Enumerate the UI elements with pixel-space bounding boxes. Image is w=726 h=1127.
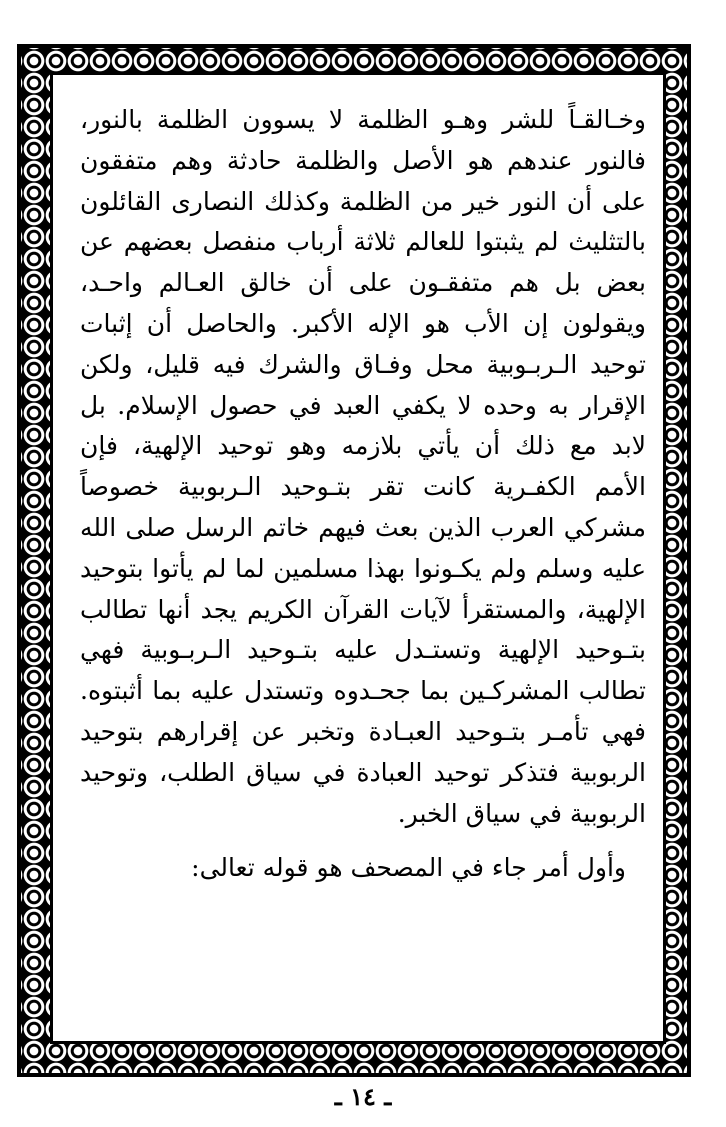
closing-line: وأول أمر جاء في المصحف هو قوله تعالى: (191, 853, 626, 883)
page-body (80, 100, 646, 1030)
text-line: الربوبية في سياق الخبر. (397, 798, 646, 828)
text-line: الإقرار به وحده لا يكفي العبد في حصول الإسلام. بل (80, 390, 646, 420)
text-line: لابد مع ذلك أن يأتي بلازمه وهو توحيد الإلهية، فإن (80, 431, 646, 461)
text-line: الربوبية فتذكر توحيد العبادة في سياق الطلب، وتوحيد (80, 757, 646, 787)
text-line: الإلهية، والمستقرأ لآيات القرآن الكريم يجد أنها تطالب (80, 594, 646, 624)
text-line: توحيد الـربـوبية محل وفـاق والشرك فيه قليل، ولكن (80, 349, 646, 379)
text-line: فهي تأمـر بتـوحيد العبـادة وتخبر عن إقرارهم بتوحيد (80, 716, 646, 746)
text-line: الأمم الكفـرية كانت تقر بتـوحيد الـربوبية خصوصاً (80, 472, 646, 502)
text-line: عليه وسلم ولم يكـونوا بهذا مسلمين لما لم يأتوا بتوحيد (80, 553, 646, 583)
text-line: فالنور عندهم هو الأصل والظلمة حادثة وهم متفقون (80, 145, 646, 175)
text-line: بتـوحيد الإلهية وتستـدل عليه بتـوحيد الـربـوبية فهي (80, 635, 646, 665)
page-number: ـ ١٤ ـ (334, 1082, 392, 1111)
text-line: ويقولون إن الأب هو الإله الأكبر. والحاصل أن إثبات (80, 308, 646, 338)
text-line: تطالب المشركـين بما جحـدوه وتستدل عليه بما أثبتوه. (80, 676, 646, 706)
text-line: بالتثليث لم يثبتوا للعالم ثلاثة أرباب منفصل بعضهم عن (80, 227, 646, 257)
text-line: وخـالقـاً للشر وهـو الظلمة لا يسوون الظلمة بالنور، (80, 105, 646, 134)
paragraph-gap (80, 834, 646, 848)
text-line: مشركي العرب الذين بعث فيهم خاتم الرسل صلى الله (80, 512, 646, 542)
text-line: على أن النور خير من الظلمة وكذلك النصارى القائلون (80, 186, 646, 216)
text-line: بعض بل هم متفقـون على أن خالق العـالم واحـد، (80, 268, 646, 298)
